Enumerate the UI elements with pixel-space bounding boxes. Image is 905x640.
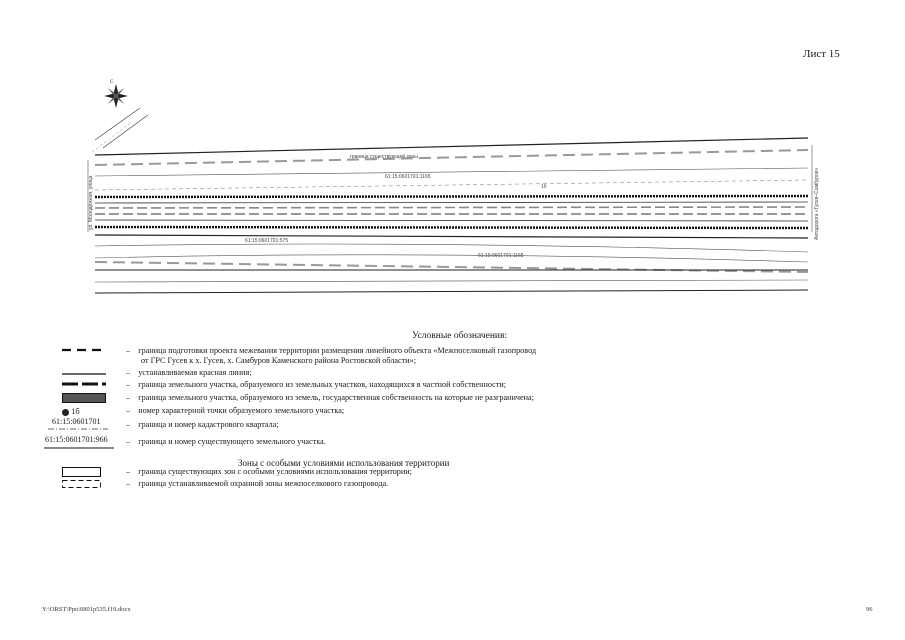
svg-text:С: С	[110, 80, 114, 85]
legend-title: Условные обозначения:	[412, 331, 508, 341]
point-symbol	[62, 406, 80, 416]
legend-item-0: – граница подготовки проекта межевания территории размещения линейного объекта «Межпоселковый газопровод	[126, 346, 537, 355]
dashed-bold-symbol	[62, 346, 106, 354]
parcel-label-3: 61:15:0601701:1165	[478, 253, 524, 259]
quarter-code: 61:15:0601701	[52, 417, 101, 426]
filled-rect-symbol	[62, 393, 106, 403]
legend-item-3: – граница земельного участка, образуемого из земель, государственная собственность на которые не разграничена;	[126, 393, 534, 402]
zones-title: Зоны с особыми условиями использования территории	[238, 458, 450, 468]
left-street-label: ул. Молодёжная, улица	[88, 175, 94, 230]
road-label: граница существующей зоны	[350, 154, 418, 160]
zone-item-0: – граница существующих зон с особыми условиями использования территории;	[126, 467, 412, 476]
legend-item-6: – граница и номер существующего земельного участка.	[126, 437, 326, 446]
point-marker-icon	[62, 409, 69, 416]
zone-box-symbol	[62, 467, 106, 489]
quarter-line-symbol	[48, 427, 108, 432]
point-symbol-label: 1б	[71, 406, 80, 416]
right-street-label: Автодорога «Гусев–Самбуров»	[814, 167, 820, 240]
parcel-label-1: 61:15:0601701:1165	[385, 174, 431, 180]
legend-item-5: – граница и номер кадастрового квартала;	[126, 420, 279, 429]
parcel-line-symbol	[44, 446, 114, 450]
page-number: 96	[866, 606, 873, 613]
sheet-number: Лист 15	[803, 48, 840, 60]
dashed-thick-symbol	[62, 380, 106, 388]
legend-item-2: – граница земельного участка, образуемого из земельных участков, находящихся в частной собственности;	[126, 380, 507, 389]
parcel-label-2: 61:15:0601701:575	[245, 238, 289, 244]
legend-item-0-line2: от ГРС Гусев к х. Гусев, х. Самбуров Каменского района Ростовской области»;	[141, 356, 417, 365]
north-arrow-icon	[104, 80, 128, 108]
file-path: Y:\ORST\Ppo\0801p535.f19.docx	[42, 606, 131, 613]
zone-item-1: – граница устанавливаемой охранной зоны межпоселкового газопровода.	[126, 479, 389, 488]
legend-item-4: – номер характерной точки образуемого земельного участка;	[126, 406, 345, 415]
red-line-symbol	[62, 371, 106, 377]
point-label: 1б	[541, 184, 547, 190]
map-drawing	[0, 0, 905, 310]
legend-item-1: – устанавливаемая красная линия;	[126, 368, 252, 377]
parcel-code: 61:15:0601701:966	[45, 435, 108, 444]
